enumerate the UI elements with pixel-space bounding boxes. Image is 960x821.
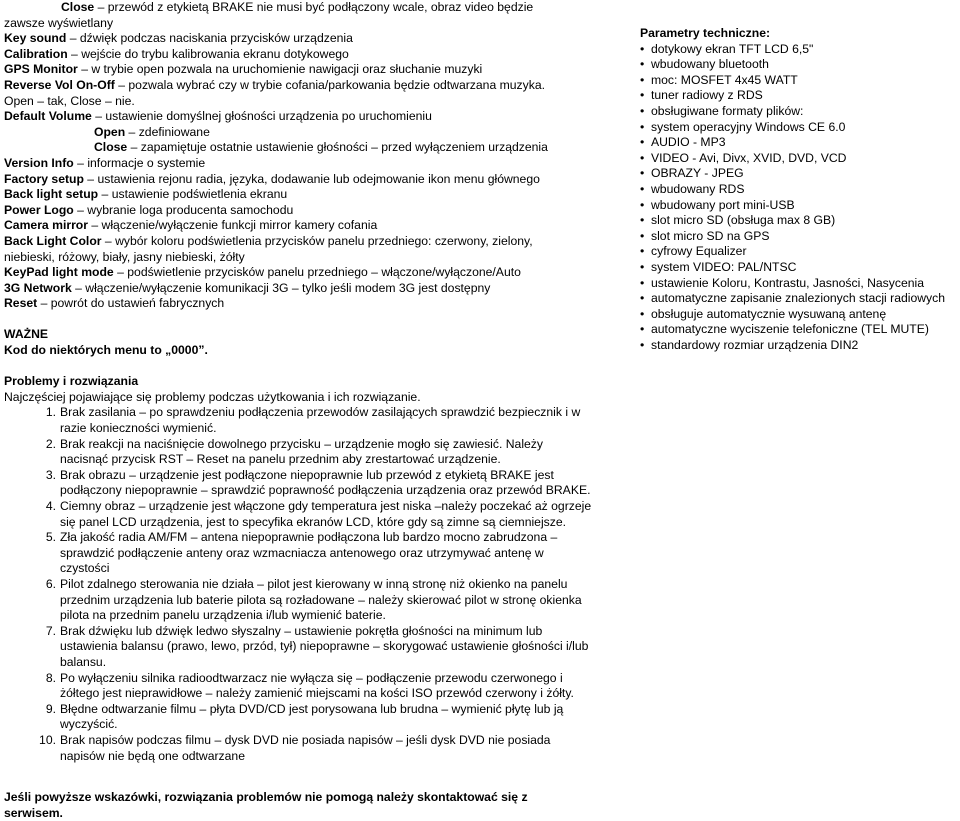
setting-item — [4, 203, 604, 219]
problem-text: Błędne odtwarzanie filmu – płyta DVD/CD jest porysowana lub brudna – wymienić płytę lub ją wyczyścić. — [60, 701, 564, 732]
option-desc: – zapamiętuje ostatnie ustawienie głośności – przed wyłączeniem urządzenia — [127, 140, 548, 155]
setting-item — [4, 281, 604, 297]
spacer — [4, 312, 604, 328]
open-close-line: Open – tak, Close – nie. — [4, 93, 135, 108]
problems-title-line — [4, 374, 604, 390]
spec-item: • tuner radiowy z RDS — [640, 88, 960, 104]
problem-text: Zła jakość radia AM/FM – antena niepoprawnie podłączona lub bardzo mocno zabrudzona – sprawdzić podłączenie anteny oraz wzmacniacza antenowego oraz utrzymywać antenę w czystości — [60, 530, 558, 576]
problem-text: Brak reakcji na naciśnięcie dowolnego przycisku – urządzenie mogło się zawiesić. Należy nacisnąć przycisk RST – Reset na panelu przednim aby zrestartować urządzenie. — [60, 436, 543, 467]
default-volume-close — [4, 140, 604, 156]
spec-item: • slot micro SD (obsługa max 8 GB) — [640, 213, 960, 229]
problem-item — [4, 577, 592, 624]
important-text-line — [4, 343, 604, 359]
setting-close-continuation: zawsze wyświetlany — [4, 15, 114, 30]
specs-title: Parametry techniczne: — [640, 26, 771, 40]
spec-item: • slot micro SD na GPS — [640, 229, 960, 245]
setting-key-sound — [4, 31, 604, 47]
problem-number: 2. — [45, 436, 56, 451]
footer-note: Jeśli powyższe wskazówki, rozwiązania problemów nie pomogą należy skontaktować się z serwisem. — [4, 790, 528, 820]
spec-item: • OBRAZY - JPEG — [640, 166, 960, 182]
setting-term: KeyPad light mode — [4, 265, 114, 280]
spec-item: • standardowy rozmiar urządzenia DIN2 — [640, 338, 960, 354]
setting-default-volume — [4, 109, 604, 125]
setting-term: 3G Network — [4, 280, 72, 295]
setting-desc: – wybór koloru podświetlenia przycisków panelu przedniego: czerwony, zielony, niebieski, różowy, biały, jasny niebieski, żółty — [4, 233, 533, 264]
setting-term: Default Volume — [4, 109, 92, 124]
spec-item: • obsługiwane formaty plików: — [640, 104, 960, 120]
settings-section — [4, 0, 604, 764]
spacer — [4, 359, 604, 375]
problem-item — [4, 671, 592, 702]
important-text: Kod do niektórych menu to „0000”. — [4, 343, 208, 358]
setting-item — [4, 234, 564, 265]
setting-calibration — [4, 47, 604, 63]
setting-item — [4, 218, 604, 234]
setting-term: Back Light Color — [4, 233, 102, 248]
problem-number: 10. — [39, 732, 56, 747]
setting-desc: – wejście do trybu kalibrowania ekranu dotykowego — [67, 46, 349, 61]
problem-item — [4, 405, 592, 436]
problem-item — [4, 624, 592, 671]
problem-item — [4, 733, 592, 764]
important-heading: WAŻNE — [4, 327, 49, 342]
spec-item: • wbudowany port mini-USB — [640, 198, 960, 214]
setting-item — [4, 187, 604, 203]
important-title — [4, 327, 604, 343]
spec-item: • AUDIO - MP3 — [640, 135, 960, 151]
problem-number: 1. — [45, 405, 56, 420]
problem-number: 8. — [45, 670, 56, 685]
setting-close-desc: – przewód z etykietą BRAKE nie musi być podłączony wcale, obraz video będzie — [94, 0, 534, 14]
spec-item: • automatyczne zapisanie znalezionych stacji radiowych — [640, 291, 960, 307]
spec-item: • system operacyjny Windows CE 6.0 — [640, 120, 960, 136]
spec-item: • wbudowany bluetooth — [640, 57, 960, 73]
setting-desc: – ustawienie domyślnej głośności urządzenia po uruchomieniu — [91, 109, 432, 124]
problem-number: 9. — [45, 701, 56, 716]
setting-desc: – informacje o systemie — [73, 155, 206, 170]
setting-desc: – ustawienia rejonu radia, języka, dodawanie lub odejmowanie ikon menu głównego — [83, 171, 540, 186]
problem-item — [4, 530, 592, 577]
setting-desc: – powrót do ustawień fabrycznych — [37, 296, 225, 311]
setting-term: GPS Monitor — [4, 62, 78, 77]
problem-text: Po wyłączeniu silnika radioodtwarzacz nie wyłącza się – podłączenie przewodu czerwonego i żółtego jest nieprawidłowe – należy zamienić miejscami na kości ISO przewód czerwony i żółty. — [60, 670, 574, 701]
setting-desc: – pozwala wybrać czy w trybie cofania/parkowania będzie odtwarzana muzyka. — [114, 77, 546, 92]
problem-item — [4, 499, 592, 530]
problem-item — [4, 437, 592, 468]
setting-term: Back light setup — [4, 187, 99, 202]
setting-term: Key sound — [4, 31, 67, 46]
setting-term: Power Logo — [4, 202, 74, 217]
setting-close-term: Close — [61, 0, 95, 14]
problem-number: 5. — [45, 530, 56, 545]
spec-item: • wbudowany RDS — [640, 182, 960, 198]
setting-desc: – ustawienie podświetlenia ekranu — [98, 187, 288, 202]
specs-title-line — [640, 26, 960, 42]
setting-term: Camera mirror — [4, 218, 88, 233]
default-volume-open — [4, 125, 604, 141]
problem-number: 6. — [45, 576, 56, 591]
setting-item — [4, 156, 604, 172]
specs-section — [640, 26, 960, 353]
problem-number: 4. — [45, 499, 56, 513]
problem-text: Brak obrazu – urządzenie jest podłączone niepoprawnie lub przewód z etykietą BRAKE jest podłączony niepoprawnie – sprawdzić poprawność podłączenia urządzenia oraz przewód BRAKE. — [60, 467, 591, 498]
setting-term: Version Info — [4, 155, 74, 170]
spec-item: • moc: MOSFET 4x45 WATT — [640, 73, 960, 89]
problem-text: Brak zasilania – po sprawdzeniu podłączenia przewodów zasilających sprawdzić bezpiecznik i w razie konieczności wymienić. — [60, 405, 581, 436]
setting-desc: – włączenie/wyłączenie funkcji mirror kamery cofania — [88, 218, 378, 233]
setting-item — [4, 265, 604, 281]
setting-term: Reset — [4, 296, 38, 311]
setting-term: Reverse Vol On-Off — [4, 77, 115, 92]
problem-text: Brak napisów podczas filmu – dysk DVD nie posiada napisów – jeśli dysk DVD nie posiada napisów nie będą one odtwarzane — [60, 732, 551, 763]
spec-item: • obsługuje automatycznie wysuwaną antenę — [640, 307, 960, 323]
setting-term: Calibration — [4, 46, 68, 61]
setting-reverse-vol — [4, 78, 604, 94]
problem-text: Brak dźwięku lub dźwięk ledwo słyszalny – ustawienie pokrętła głośności na minimum lub ustawienia balansu (prawo, lewo, przód, tył) niepoprawne – skorygować ustawienie głośności i/lub balansu. — [60, 623, 589, 669]
setting-item — [4, 296, 604, 312]
spec-item: • automatyczne wyciszenie telefoniczne (TEL MUTE) — [640, 322, 960, 338]
problems-title: Problemy i rozwiązania — [4, 374, 139, 389]
setting-item — [4, 172, 604, 188]
option-desc: – zdefiniowane — [125, 124, 210, 139]
setting-gps-monitor — [4, 62, 604, 78]
setting-term: Factory setup — [4, 171, 84, 186]
option-term: Close — [94, 140, 128, 155]
setting-desc: – włączenie/wyłączenie komunikacji 3G – tylko jeśli modem 3G jest dostępny — [71, 280, 491, 295]
setting-desc: – dźwięk podczas naciskania przycisków urządzenia — [66, 31, 353, 46]
problem-number: 7. — [45, 623, 56, 638]
option-term: Open — [94, 124, 126, 139]
problem-text: Ciemny obraz – urządzenie jest włączone gdy temperatura jest niska –należy poczekać aż ogrzeje się panel LCD urządzenia, jest to specyfika ekranów LCD, które gdy są zimne są ciemniejsze. — [60, 499, 592, 529]
problem-item — [4, 702, 592, 733]
spec-item: • dotykowy ekran TFT LCD 6,5" — [640, 42, 960, 58]
spec-item: • cyfrowy Equalizer — [640, 244, 960, 260]
settings-list-2 — [4, 156, 604, 312]
spec-item: • ustawienie Koloru, Kontrastu, Jasności, Nasycenia — [640, 276, 960, 292]
problems-list — [4, 405, 604, 764]
specs-list — [640, 42, 960, 354]
setting-desc: – w trybie open pozwala na uruchomienie nawigacji oraz słuchanie muzyki — [77, 62, 483, 77]
problem-item — [4, 468, 592, 499]
problem-number: 3. — [45, 467, 56, 482]
setting-desc: – podświetlenie przycisków panelu przedniego – włączone/wyłączone/Auto — [113, 265, 521, 280]
problem-text: Pilot zdalnego sterowania nie działa – pilot jest kierowany w inną stronę niż okienko na panelu przednim urządzenia lub baterie pilota są rozładowane – należy skierować pilot w stronę okienka pilota na przednim panelu urządzenia i/lub wymienić baterie. — [60, 576, 582, 623]
problems-intro: Najczęściej pojawiające się problemy podczas użytkowania i ich rozwiązanie. — [4, 389, 421, 404]
spec-item: • VIDEO - Avi, Divx, XVID, DVD, VCD — [640, 151, 960, 167]
spec-item: • system VIDEO: PAL/NTSC — [640, 260, 960, 276]
setting-close-line — [4, 0, 604, 16]
setting-desc: – wybranie loga producenta samochodu — [73, 202, 294, 217]
